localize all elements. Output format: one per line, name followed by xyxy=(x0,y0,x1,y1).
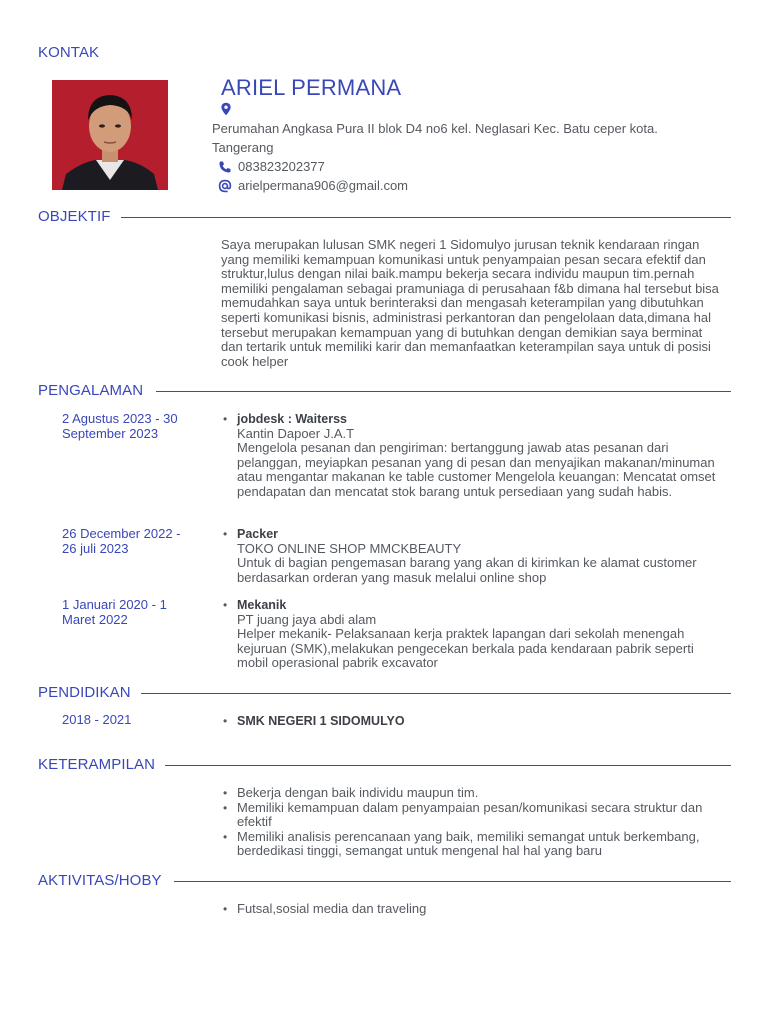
experience-entry xyxy=(223,598,727,671)
skills-list xyxy=(223,785,732,859)
section-title-objektif: OBJEKTIF xyxy=(38,208,111,225)
education-entry xyxy=(223,714,727,729)
section-title-keterampilan: KETERAMPILAN xyxy=(38,756,156,773)
list-item xyxy=(223,828,732,859)
objective-text: Saya merupakan lulusan SMK negeri 1 Sidomulyo jurusan teknik kendaraan ringan yang memiliki kemampuan komunikasi untuk penyampaian pesan secara efektif dan struktur,lulus dengan nilai baik.mampu bekerja secara individu maupun tim.pernah memiliki pengalaman sebagai pramuniaga di perusahaan f&b dimana hal tersebut bisa memudahkan saya untuk berinteraksi dan mengasah keterampilan yang dibutuhkan seperti komunikasi bisnis, administrasi perkantoran dan pengelolaan data,dimana hal tersebut merupakan kemampuan yang di butuhkan dengan demikian saya berminat dan tertarik untuk memiliki karir dan memanfaatkan keterampilan saya untuk di posisi cook helper xyxy=(221,237,719,369)
section-title-pengalaman: PENGALAMAN xyxy=(38,382,144,399)
bullet-icon: • xyxy=(223,829,228,844)
section-divider xyxy=(141,693,731,694)
list-item xyxy=(223,799,732,830)
section-title-pendidikan: PENDIDIKAN xyxy=(38,684,131,701)
skill-text: Bekerja dengan baik individu maupun tim. xyxy=(237,785,479,800)
at-sign-icon xyxy=(218,179,232,193)
experience-description: Helper mekanik- Pelaksanaan kerja praktek lapangan dari sekolah menengah kejuruan (SMK),melakukan pengecekan berkala pada kendaraan pabrik seperti mobil operasional pabrik excavator xyxy=(237,626,694,671)
experience-company: TOKO ONLINE SHOP MMCKBEAUTY xyxy=(237,540,462,556)
list-item xyxy=(223,785,732,801)
section-title-kontak: KONTAK xyxy=(38,44,100,61)
bullet-icon: • xyxy=(223,412,228,426)
bullet-icon: • xyxy=(223,527,228,541)
experience-date: 1 Januari 2020 - 1 Maret 2022 xyxy=(62,597,167,627)
email-row xyxy=(218,178,408,193)
phone-number: 083823202377 xyxy=(238,159,325,174)
experience-company: PT juang jaya abdi alam xyxy=(237,611,377,627)
experience-entry xyxy=(223,527,727,585)
bullet-icon: • xyxy=(223,786,228,800)
section-title-aktivitas: AKTIVITAS/HOBY xyxy=(38,872,162,889)
education-school: SMK NEGERI 1 SIDOMULYO xyxy=(237,714,405,728)
experience-date: 2 Agustus 2023 - 30 September 2023 xyxy=(62,411,178,441)
email-address: arielpermana906@gmail.com xyxy=(238,178,408,193)
experience-company: Kantin Dapoer J.A.T xyxy=(237,425,355,441)
bullet-icon: • xyxy=(223,714,228,728)
experience-role: Packer xyxy=(237,527,279,541)
section-divider xyxy=(156,391,731,392)
candidate-name: ARIEL PERMANA xyxy=(221,75,402,100)
hobby-list xyxy=(223,901,732,917)
experience-date: 26 December 2022 - 26 juli 2023 xyxy=(62,526,181,556)
skill-text: Memiliki analisis perencanaan yang baik, memiliki semangat untuk berkembang, berdedikasi tinggi, semangat untuk mengenal hal hal yang baru xyxy=(237,828,700,859)
bullet-icon: • xyxy=(223,902,228,916)
phone-icon xyxy=(218,160,232,174)
address-text: Perumahan Angkasa Pura II blok D4 no6 kel. Neglasari Kec. Batu ceper kota. Tangerang xyxy=(212,121,658,155)
map-pin-icon xyxy=(220,102,232,116)
bullet-icon: • xyxy=(223,800,228,815)
experience-description: Untuk di bagian pengemasan barang yang akan di kirimkan ke alamat customer berdasarkan orderan yang masuk melalui online shop xyxy=(237,555,697,585)
phone-row xyxy=(218,159,325,174)
bullet-icon: • xyxy=(223,598,228,612)
profile-photo xyxy=(52,80,168,190)
experience-role: jobdesk : Waiterss xyxy=(237,412,347,426)
section-divider xyxy=(165,765,731,766)
hobby-text: Futsal,sosial media dan traveling xyxy=(237,901,427,916)
section-divider xyxy=(121,217,731,218)
education-date: 2018 - 2021 xyxy=(62,712,132,727)
skill-text: Memiliki kemampuan dalam penyampaian pesan/komunikasi secara struktur dan efektif xyxy=(237,799,703,830)
experience-role: Mekanik xyxy=(237,598,287,612)
experience-description: Mengelola pesanan dan pengiriman: bertanggung jawab atas pesanan dari pelanggan, meyiapkan pesanan yang di pesan dan menyajikan makanan/minuman atau mengantar makanan ke table customer Mengelola keuangan: Mencatat omset pendapatan dan mencatat stok barang untuk persediaan yang sudah habis. xyxy=(237,440,716,499)
section-divider xyxy=(174,881,731,882)
experience-entry xyxy=(223,412,727,500)
list-item xyxy=(223,901,732,917)
